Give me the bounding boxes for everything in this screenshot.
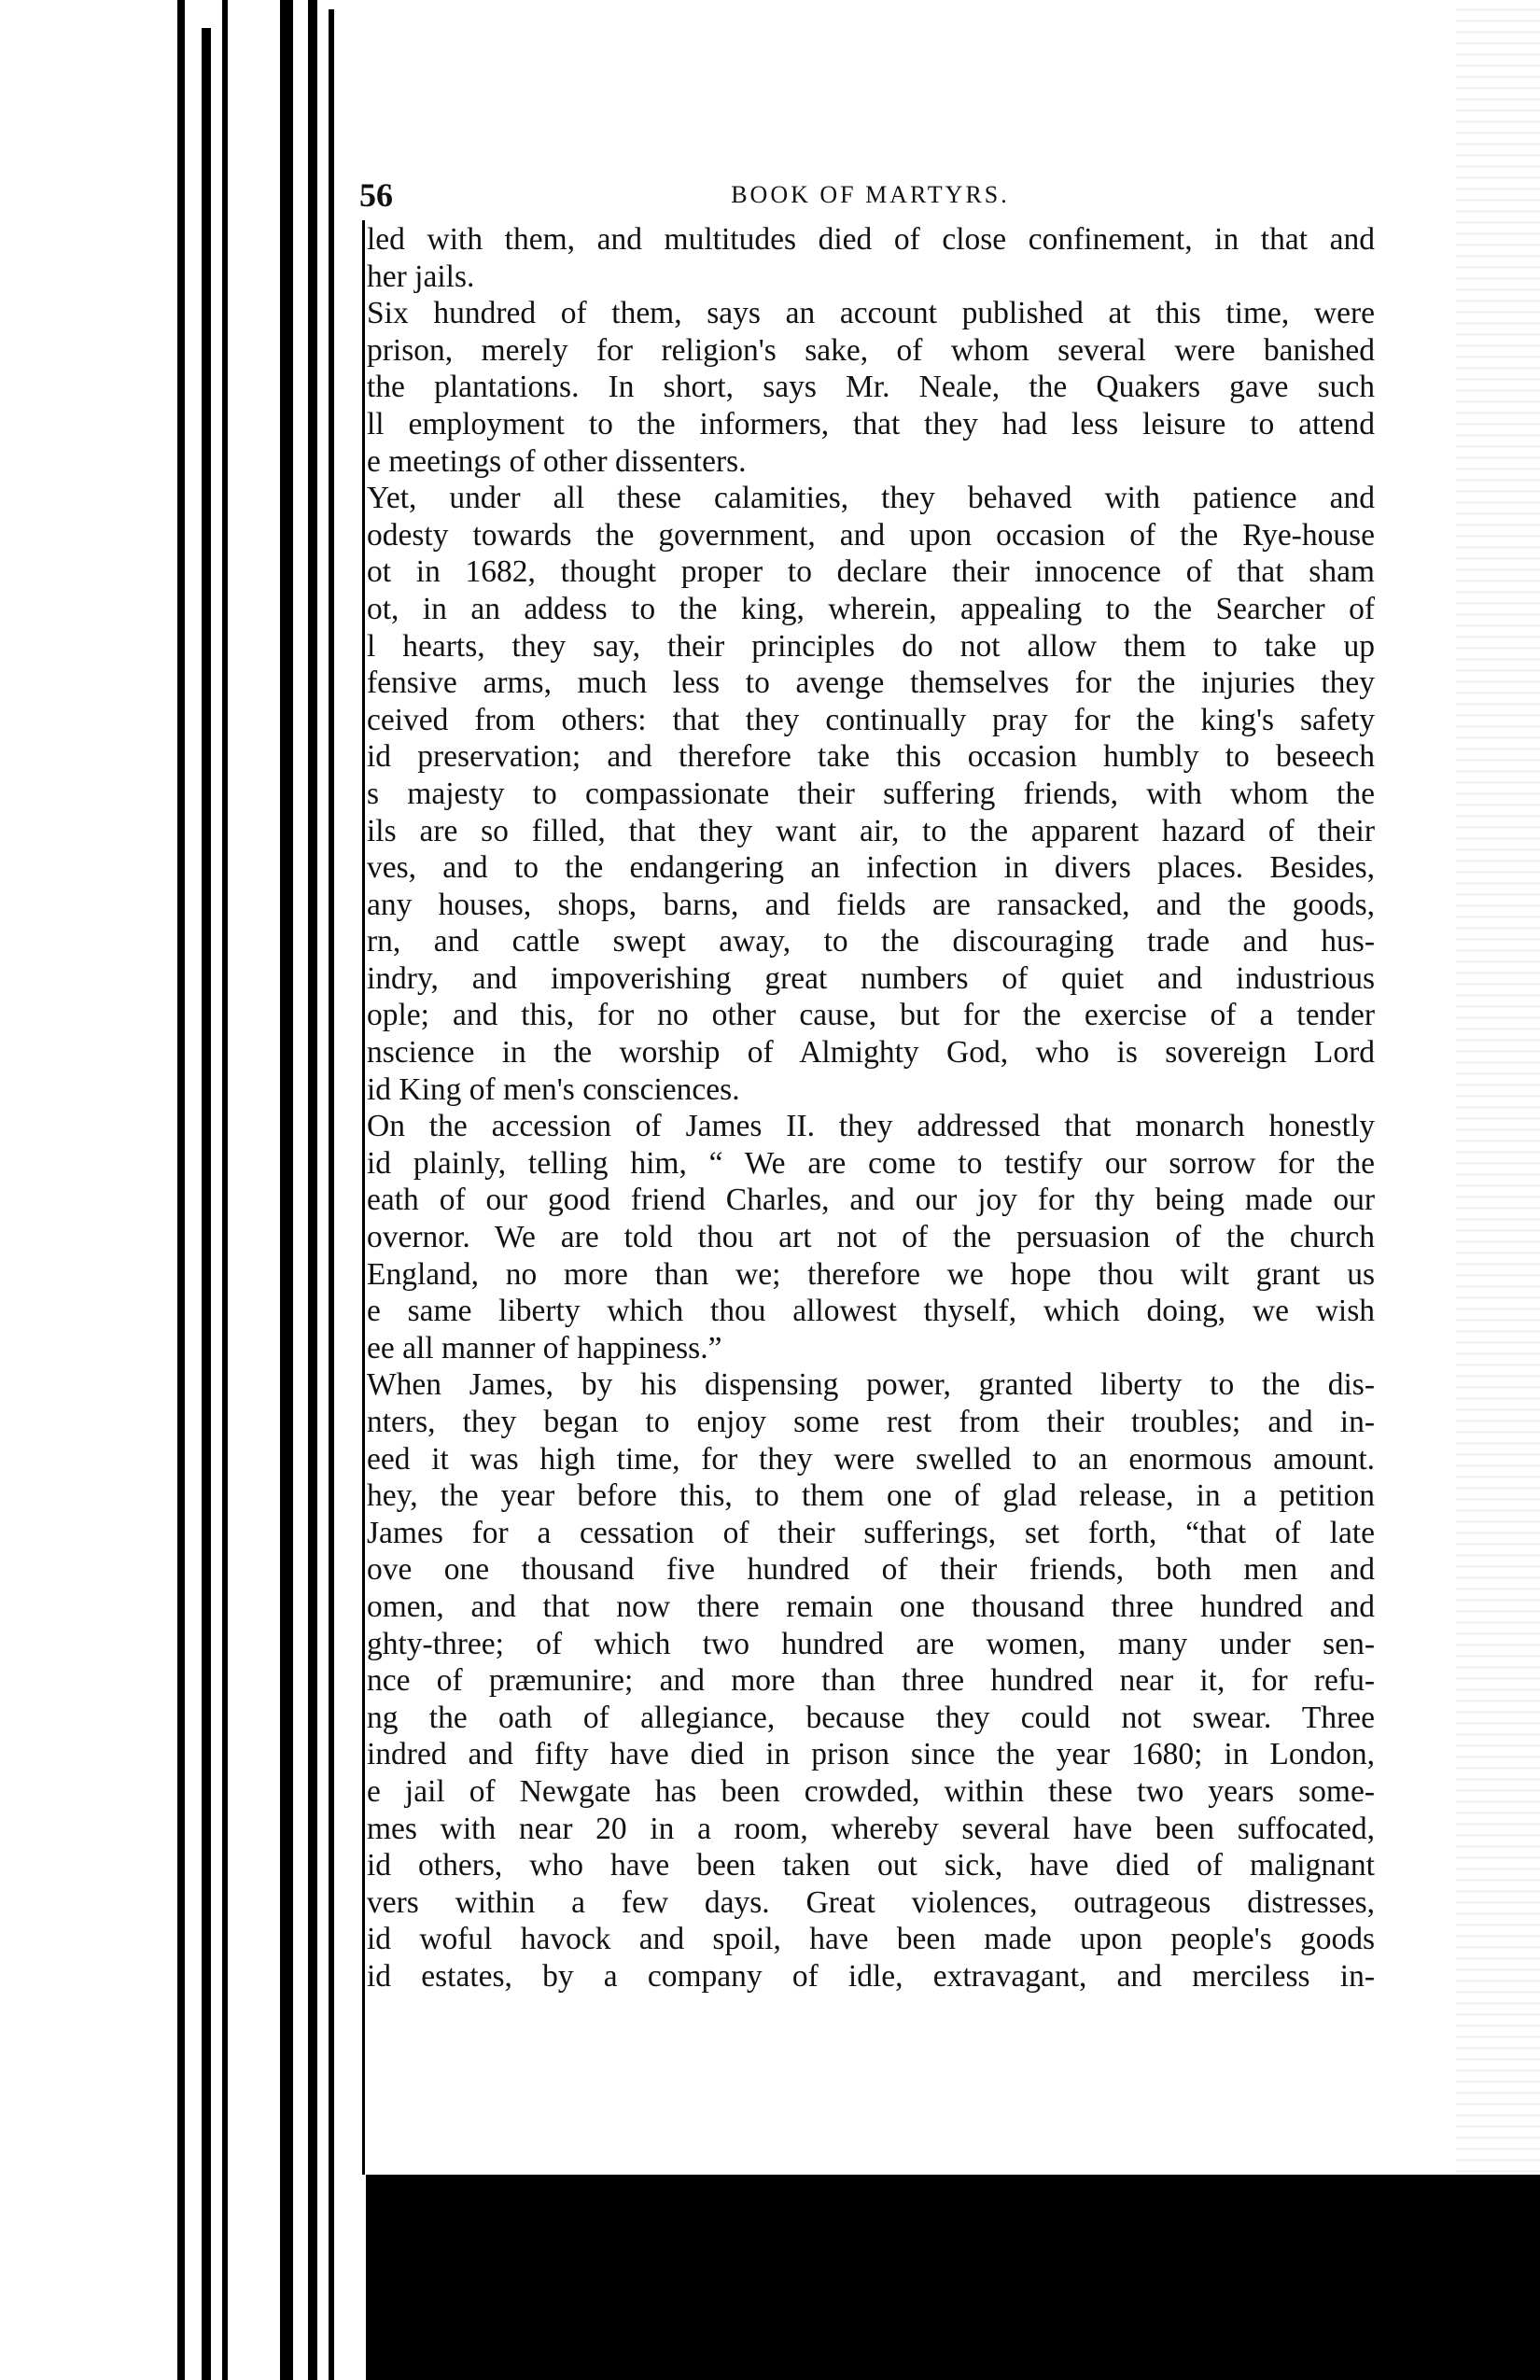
text-line: s majesty to compassionate their suffering friends, with whom the (367, 776, 1375, 811)
text-line: ng the oath of allegiance, because they could not swear. Three (367, 1700, 1375, 1735)
binding-edge-bar-2 (202, 28, 211, 2380)
text-line: any houses, shops, barns, and fields are ransacked, and the goods, (367, 887, 1375, 922)
text-line: id woful havock and spoil, have been made upon people's goods (367, 1922, 1375, 1957)
binding-edge-bar-7 (362, 220, 365, 2175)
text-line: id preservation; and therefore take this occasion humbly to beseech (367, 739, 1375, 775)
body-text (367, 221, 1375, 1995)
text-line: nscience in the worship of Almighty God, who is sovereign Lord (367, 1035, 1375, 1071)
text-line: rn, and cattle swept away, to the discouraging trade and hus- (367, 924, 1375, 959)
text-line: ceived from others: that they continually pray for the king's safety (367, 702, 1375, 737)
text-line: her jails. (367, 259, 475, 294)
text-line: Six hundred of them, says an account published at this time, were (367, 296, 1375, 331)
text-line: ves, and to the endangering an infection in divers places. Besides, (367, 850, 1375, 886)
text-line: ee all manner of happiness.” (367, 1330, 722, 1365)
text-line: prison, merely for religion's sake, of whom several were banished (367, 332, 1375, 368)
binding-edge-bar-4 (280, 0, 293, 2380)
page-header (359, 175, 1381, 213)
text-line: nce of præmunire; and more than three hundred near it, for refu- (367, 1663, 1375, 1699)
page-number: 56 (359, 176, 393, 214)
binding-edge-bar-6 (329, 9, 334, 2380)
text-line: ove one thousand five hundred of their friends, both men and (367, 1552, 1375, 1588)
text-line: ot, in an addess to the king, wherein, appealing to the Searcher of (367, 591, 1375, 626)
text-line: When James, by his dispensing power, granted liberty to the dis- (367, 1367, 1375, 1403)
text-line: eath of our good friend Charles, and our joy for thy being made our (367, 1183, 1375, 1218)
text-line: England, no more than we; therefore we hope thou wilt grant us (367, 1256, 1375, 1292)
text-line: id estates, by a company of idle, extravagant, and merciless in- (367, 1958, 1375, 1994)
text-line: mes with near 20 in a room, whereby several have been suffocated, (367, 1811, 1375, 1846)
text-line: the plantations. In short, says Mr. Neale, the Quakers gave such (367, 370, 1375, 405)
text-line: ot in 1682, thought proper to declare their innocence of that sham (367, 554, 1375, 590)
text-line: id plainly, telling him, “ We are come to testify our sorrow for the (367, 1145, 1375, 1181)
text-line: e same liberty which thou allowest thyself, which doing, we wish (367, 1294, 1375, 1329)
text-line: e jail of Newgate has been crowded, within these two years some- (367, 1773, 1375, 1809)
page-edge-shadow (1456, 0, 1540, 2175)
binding-edge-bar-3 (222, 0, 228, 2380)
text-line: ils are so filled, that they want air, to the apparent hazard of their (367, 813, 1375, 848)
text-line: James for a cessation of their sufferings, set forth, “that of late (367, 1515, 1375, 1550)
text-line: overnor. We are told thou art not of the persuasion of the church (367, 1220, 1375, 1255)
text-line: ghty-three; of which two hundred are women, many under sen- (367, 1626, 1375, 1661)
scan-bottom-band (366, 2175, 1540, 2380)
text-line: nters, they began to enjoy some rest from their troubles; and in- (367, 1405, 1375, 1439)
text-line: vers within a few days. Great violences, outrageous distresses, (367, 1884, 1375, 1920)
text-line: Yet, under all these calamities, they behaved with patience and (367, 481, 1375, 516)
text-line: omen, and that now there remain one thousand three hundred and (367, 1589, 1375, 1624)
text-line: e meetings of other dissenters. (367, 443, 747, 479)
text-line: fensive arms, much less to avenge themselves for the injuries they (367, 665, 1375, 701)
text-line: indry, and impoverishing great numbers of quiet and industrious (367, 960, 1375, 996)
text-line: id King of men's consciences. (367, 1071, 740, 1107)
binding-edge-bar-5 (308, 0, 317, 2380)
running-head: BOOK OF MARTYRS. (731, 181, 1010, 208)
text-line: l hearts, they say, their principles do not allow them to take up (367, 628, 1375, 664)
text-line: On the accession of James II. they addressed that monarch honestly (367, 1109, 1375, 1144)
binding-edge-bar-1 (177, 0, 185, 2380)
text-line: odesty towards the government, and upon occasion of the Rye-house (367, 517, 1375, 553)
text-line: ll employment to the informers, that they had less leisure to attend (367, 406, 1375, 441)
text-line: id others, who have been taken out sick, have died of malignant (367, 1848, 1375, 1883)
text-line: indred and fifty have died in prison since the year 1680; in London, (367, 1737, 1375, 1772)
text-line: led with them, and multitudes died of close confinement, in that and (367, 222, 1375, 257)
text-line: ople; and this, for no other cause, but for the exercise of a tender (367, 998, 1375, 1033)
text-line: hey, the year before this, to them one of glad release, in a petition (367, 1478, 1375, 1514)
text-line: eed it was high time, for they were swelled to an enormous amount. (367, 1441, 1375, 1477)
